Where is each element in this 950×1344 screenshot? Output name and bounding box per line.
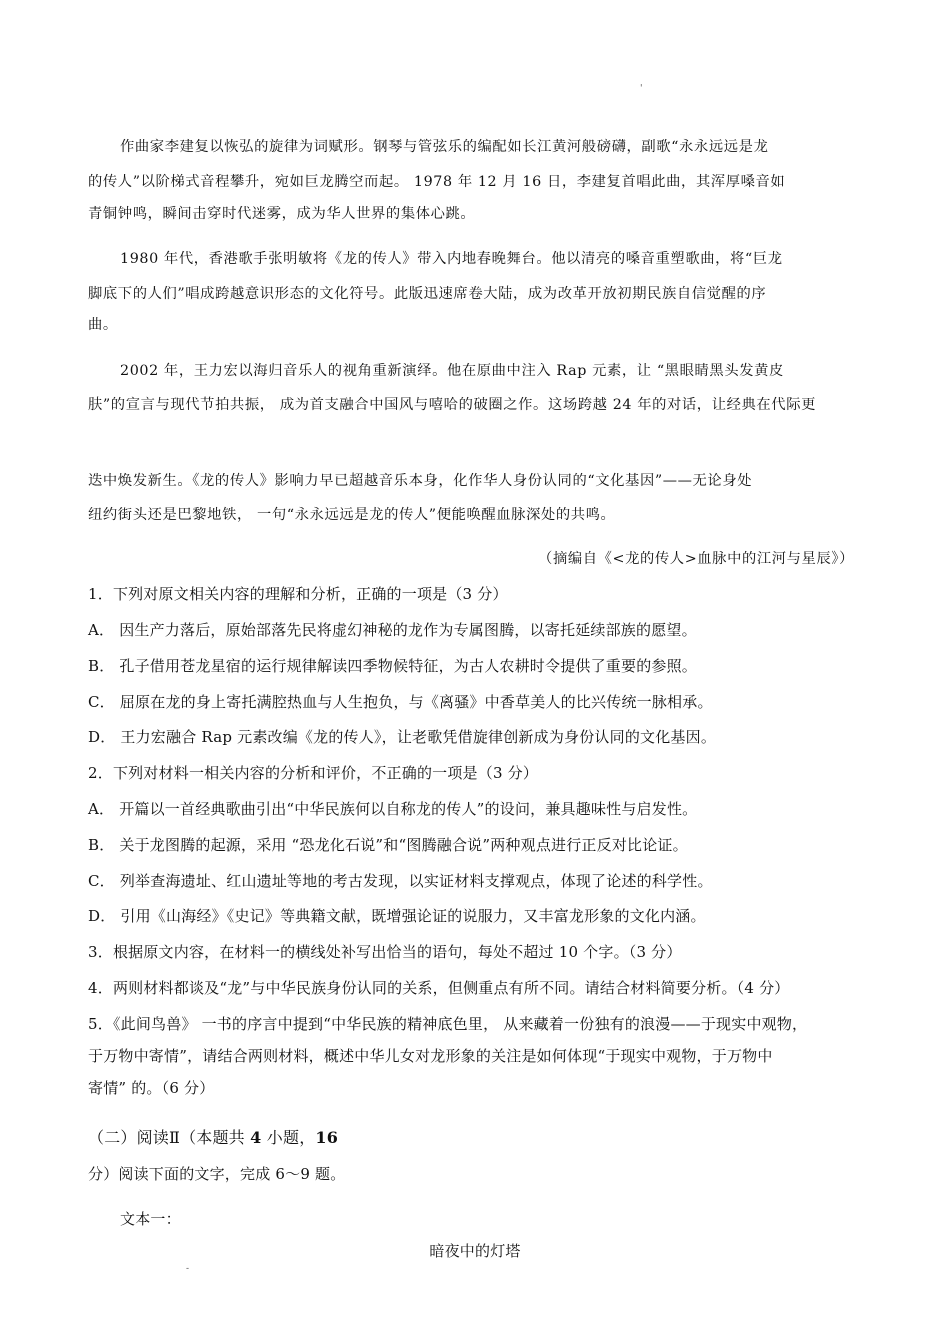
section-2-question-count: 4 xyxy=(250,1128,262,1147)
section-2-instruction: 分）阅读下面的文字，完成 6～9 题。 xyxy=(88,1165,346,1183)
question-2-option-a: A． 开篇以一首经典歌曲引出“中华民族何以自称龙的传人”的设问，兼具趣味性与启发性。 xyxy=(88,800,698,818)
page-mark-top: ' xyxy=(640,84,643,94)
question-1-option-a: A． 因生产力落后，原始部落先民将虚幻神秘的龙作为专属图腾，以寄托延续部族的愿望。 xyxy=(88,621,697,639)
question-4: 4．两则材料都谈及“龙”与中华民族身份认同的关系，但侧重点有所不同。请结合材料简要分析。（4 分） xyxy=(88,979,790,997)
question-5-line3: 寄情” 的。（6 分） xyxy=(88,1079,215,1097)
question-1-option-c: C． 屈原在龙的身上寄托满腔热血与人生抱负，与《离骚》中香草美人的比兴传统一脉相承。 xyxy=(88,693,713,711)
question-5-line1: 5．《此间鸟兽》 一书的序言中提到“中华民族的精神底色里， 从来藏着一份独有的浪漫——于现实中观物， xyxy=(88,1015,808,1033)
question-2-option-c: C． 列举查海遗址、红山遗址等地的考古发现，以实证材料支撑观点，体现了论述的科学性。 xyxy=(88,872,713,890)
question-1-option-d: D． 王力宏融合 Rap 元素改编《龙的传人》，让老歌凭借旋律创新成为身份认同的文化基因。 xyxy=(88,728,717,746)
question-2-stem: 2．下列对材料一相关内容的分析和评价，不正确的一项是（3 分） xyxy=(88,764,539,782)
section-2-score: 16 xyxy=(315,1128,339,1147)
question-1-option-b: B． 孔子借用苍龙星宿的运行规律解读四季物候特征，为古人农耕时令提供了重要的参照。 xyxy=(88,657,697,675)
question-2-option-b: B． 关于龙图腾的起源，采用 “恐龙化石说”和“图腾融合说”两种观点进行正反对比论证。 xyxy=(88,836,688,854)
article-p2-line2: 脚底下的人们”唱成跨越意识形态的文化符号。此版迅速席卷大陆，成为改革开放初期民族自信觉醒的序 xyxy=(88,286,767,302)
article-p1-line1: 作曲家李建复以恢弘的旋律为词赋形。钢琴与管弦乐的编配如长江黄河般磅礴，副歌“永永远远是龙 xyxy=(120,139,769,155)
question-5-line2: 于万物中寄情”，请结合两则材料，概述中华儿女对龙形象的关注是如何体现“于现实中观物，于万物中 xyxy=(88,1047,773,1065)
article-p3-line3: 迭中焕发新生。《龙的传人》影响力早已超越音乐本身，化作华人身份认同的“文化基因”——无论身处 xyxy=(88,473,753,489)
article-p3-line2: 肤”的宣言与现代节拍共振， 成为首支融合中国风与嘻哈的破圈之作。这场跨越 24 年的对话，让经典在代际更 xyxy=(88,397,816,413)
section-2-heading-mid: 小题， xyxy=(261,1128,316,1147)
section-2-heading xyxy=(88,1128,878,1148)
question-3: 3．根据原文内容，在材料一的横线处补写出恰当的语句，每处不超过 10 个字。（3 分） xyxy=(88,943,682,961)
article-p1-line2: 的传人”以阶梯式音程攀升，宛如巨龙腾空而起。 1978 年 12 月 16 日，李建复首唱此曲，其浑厚嗓音如 xyxy=(88,174,786,190)
article-source: （摘编自《<龙的传人>血脉中的江河与星辰》） xyxy=(538,551,854,567)
question-1-stem: 1．下列对原文相关内容的理解和分析，正确的一项是（3 分） xyxy=(88,585,508,603)
article-p1-line3: 青铜钟鸣，瞬间击穿时代迷雾，成为华人世界的集体心跳。 xyxy=(88,206,476,222)
section-2-heading-prefix: （二）阅读Ⅱ（本题共 xyxy=(88,1128,251,1147)
text-one-label: 文本一： xyxy=(120,1210,181,1228)
text-one-title: 暗夜中的灯塔 xyxy=(429,1242,521,1260)
question-2-option-d: D． 引用《山海经》《史记》等典籍文献，既增强论证的说服力，又丰富龙形象的文化内涵。 xyxy=(88,907,706,925)
article-p2-line3: 曲。 xyxy=(88,317,118,333)
page-mark-bottom: - xyxy=(186,1264,190,1274)
article-p3-line1: 2002 年，王力宏以海归音乐人的视角重新演绎。他在原曲中注入 Rap 元素，让 “黑眼睛黑头发黄皮 xyxy=(120,363,784,379)
article-p2-line1: 1980 年代，香港歌手张明敏将《龙的传人》带入内地春晚舞台。他以清亮的嗓音重塑歌曲，将“巨龙 xyxy=(120,251,783,267)
article-p3-line4: 纽约街头还是巴黎地铁， 一句“永永远远是龙的传人”便能唤醒血脉深处的共鸣。 xyxy=(88,507,616,523)
